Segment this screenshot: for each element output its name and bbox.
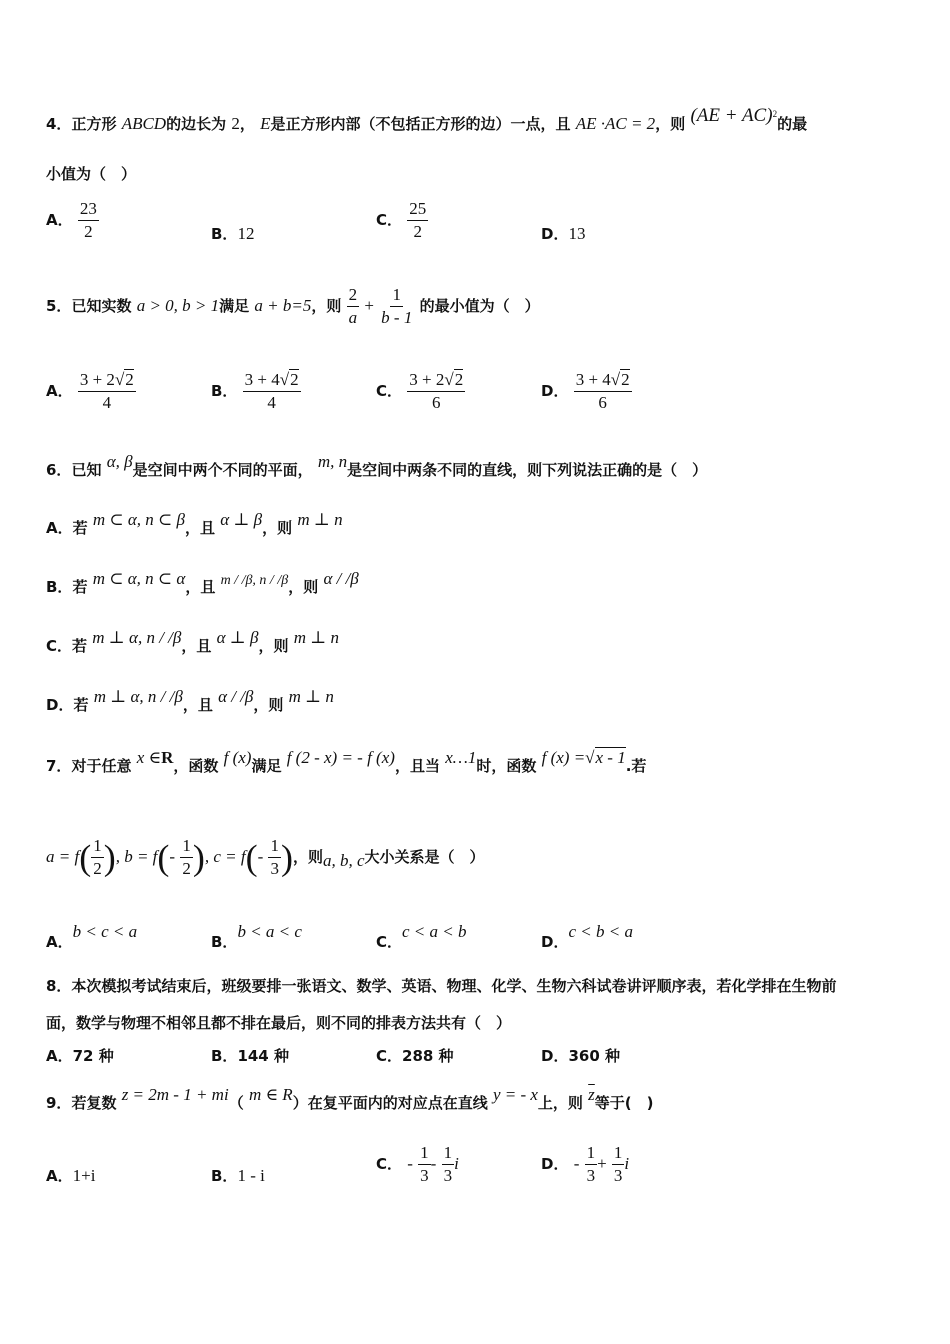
q8-option-b[interactable]: B．144 种: [211, 1047, 289, 1065]
q6-number: 6．: [46, 461, 72, 479]
q6-option-a[interactable]: A．若 m ⊂ α, n ⊂ β，且 α ⊥ β，则 m ⊥ n: [46, 510, 343, 537]
q4-number: 4．: [46, 115, 72, 133]
q4-option-a[interactable]: A． $\frac{23}{2}$: [46, 199, 97, 241]
q7-line1: 7．对于任意 x ∈R，函数 f (x)满足 f (2 - x) = - f (x)，且当 x…1时，函数 f (x) =√x - 1.若: [46, 748, 647, 775]
q4-option-b[interactable]: B．12: [211, 224, 255, 243]
q9-option-d[interactable]: D． - $\frac{1}{3}$ + $\frac{1}{3}$ i: [541, 1143, 630, 1185]
q9-option-b[interactable]: B．1 - i: [211, 1166, 265, 1185]
q6-line1: 6．已知 α, β是空间中两个不同的平面， m, n是空间中两条不同的直线，则下列说法正确的是（ ）: [46, 452, 708, 479]
q4-option-d[interactable]: D．13: [541, 224, 586, 243]
q7-number: 7．: [46, 757, 72, 775]
q9-line1: 9．若复数 z = 2m - 1 + mi（ m ∈ R）在复平面内的对应点在直线 y = - x上，则 $\overline{z}$等于( ): [46, 1085, 654, 1112]
q5-option-d[interactable]: D． $\frac{3 + 4√2}{6}$: [541, 370, 630, 412]
q8-line2: 面，数学与物理不相邻且都不排在最后，则不同的排表方法共有（ ）: [46, 1014, 512, 1032]
q8-option-c[interactable]: C．288 种: [376, 1047, 454, 1065]
q5-number: 5．: [46, 297, 72, 315]
q5-option-b[interactable]: B． $\frac{3 + 4√2}{4}$: [211, 370, 299, 412]
fraction: $\frac{25}{2}$: [409, 199, 427, 241]
q7-line2: a = f( $\frac{1}{2}$ ), b = f(- $\frac{1}{2}$ ), c = f(- $\frac{1}{3}$ )，则a, b, c大小关系是（ ）: [46, 836, 485, 878]
q6-option-b[interactable]: B．若 m ⊂ α, n ⊂ α，且 m / /β, n / /β，则 α / /β: [46, 569, 359, 596]
q9-option-a[interactable]: A．1+i: [46, 1166, 96, 1185]
q5-option-a[interactable]: A． $\frac{3 + 2√2}{4}$: [46, 370, 134, 412]
q6-option-c[interactable]: C．若 m ⊥ α, n / /β，且 α ⊥ β，则 m ⊥ n: [46, 628, 340, 655]
q7-option-c[interactable]: C．c < a < b: [376, 922, 467, 951]
q7-option-b[interactable]: B．b < a < c: [211, 922, 302, 951]
q5-line1: 5．已知实数 a > 0, b > 1满足 a + b=5，则 $\frac{2}{a}$ + $\frac{1}{b - 1}$ 的最小值为（ ）: [46, 285, 540, 327]
q7-option-a[interactable]: A．b < c < a: [46, 922, 138, 951]
q9-option-c[interactable]: C． - $\frac{1}{3}$ - $\frac{1}{3}$ i: [376, 1143, 459, 1185]
q6-option-d[interactable]: D．若 m ⊥ α, n / /β，且 α / /β，则 m ⊥ n: [46, 687, 334, 714]
fraction: $\frac{23}{2}$: [79, 199, 97, 241]
q8-line1: 8．本次模拟考试结束后，班级要排一张语文、数学、英语、物理、化学、生物六科试卷讲评顺序表，若化学排在生物前: [46, 977, 837, 995]
q7-option-d[interactable]: D．c < b < a: [541, 922, 633, 951]
q4-line2: 小值为（ ）: [46, 165, 137, 183]
q4-line1: 4．正方形 ABCD的边长为 2， E是正方形内部（不包括正方形的边）一点，且 AE ·AC = 2，则 (AE + AC)$^2$的最: [46, 105, 808, 133]
q8-option-a[interactable]: A．72 种: [46, 1047, 114, 1065]
q9-number: 9．: [46, 1094, 72, 1112]
q4-option-c[interactable]: C． $\frac{25}{2}$: [376, 199, 427, 241]
q5-option-c[interactable]: C． $\frac{3 + 2√2}{6}$: [376, 370, 464, 412]
q8-option-d[interactable]: D．360 种: [541, 1047, 620, 1065]
